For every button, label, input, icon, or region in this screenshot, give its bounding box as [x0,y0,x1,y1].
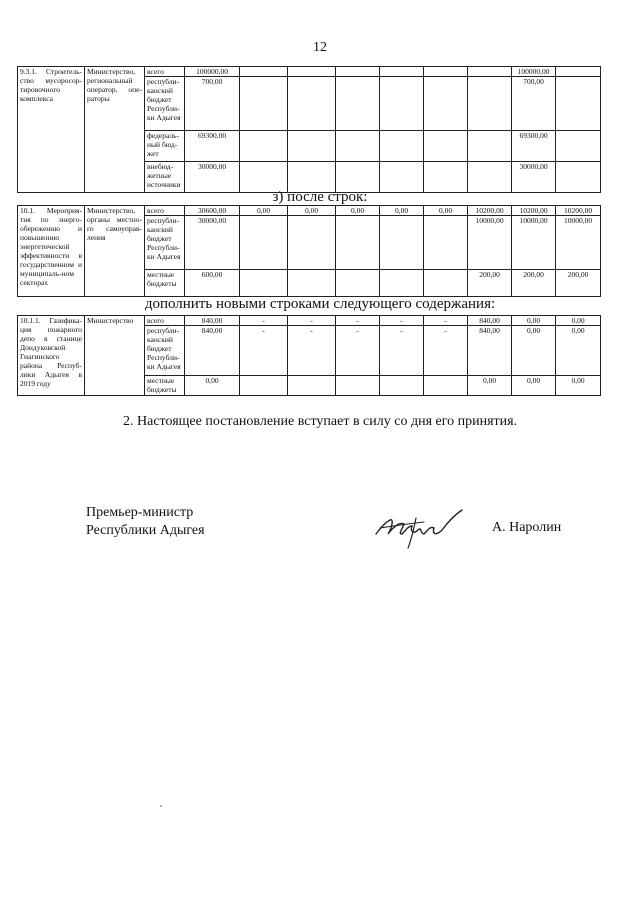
amount-cell: - [240,316,288,326]
amount-cell: 100000,00 [185,67,240,77]
amount-cell [288,67,336,77]
amount-cell: - [240,326,288,376]
table-row [18,67,601,77]
handwritten-signature [372,504,472,552]
amount-cell [380,162,424,193]
amount-cell: 0,00 [512,326,556,376]
amount-cell: - [288,326,336,376]
amount-cell [240,67,288,77]
amount-cell [288,216,336,270]
amount-cell [424,131,468,162]
amount-cell [336,67,380,77]
amount-cell: 30000,00 [185,216,240,270]
amount-cell: 700,00 [185,77,240,131]
amount-cell: 0,00 [556,316,601,326]
amount-cell [556,131,601,162]
amount-cell [556,67,601,77]
table-waste-sorting [17,66,601,193]
amount-cell: 200,00 [512,270,556,297]
amount-cell [288,162,336,193]
amount-cell: - [380,326,424,376]
funding-source: всего [145,67,185,77]
table-row [18,206,601,216]
funding-source: республи-канский бюджет Республи-ки Адыгея [145,216,185,270]
amount-cell: 100000,00 [512,67,556,77]
amount-cell: 0,00 [424,206,468,216]
amount-cell [380,67,424,77]
heading-supplement: дополнить новыми строками следующего содержания: [144,296,496,312]
amount-cell [380,131,424,162]
amount-cell: 840,00 [185,326,240,376]
amount-cell [336,376,380,396]
funding-source: всего [145,206,185,216]
amount-cell: 0,00 [288,206,336,216]
amount-cell [240,270,288,297]
amount-cell [240,162,288,193]
amount-cell [468,162,512,193]
funding-source: республи-канский бюджет Республи-ки Адыгея [145,77,185,131]
amount-cell [380,270,424,297]
funding-source: местные бюджеты [145,270,185,297]
amount-cell: 10000,00 [556,216,601,270]
amount-cell: - [336,326,380,376]
amount-cell: 840,00 [468,326,512,376]
amount-cell: - [288,316,336,326]
amount-cell: - [380,316,424,326]
signatory-title-line2: Республики Адыгея [86,523,205,538]
amount-cell [288,270,336,297]
amount-cell: 0,00 [468,376,512,396]
amount-cell: 200,00 [556,270,601,297]
amount-cell [424,162,468,193]
amount-cell [556,77,601,131]
amount-cell: 30000,00 [512,162,556,193]
page-number: 12 [313,40,327,55]
scan-speck [160,805,162,807]
amount-cell [424,270,468,297]
amount-cell: 0,00 [240,206,288,216]
signatory-title-line1: Премьер-министр [86,505,194,520]
funding-source: внебюд-жетные источники [145,162,185,193]
measure-description: 10.1. Мероприя-тия по энерго-обережению и повышению энергетической эффективности в государственном и муниципаль-ном секторах [18,206,85,297]
table-gasification [17,315,601,396]
amount-cell [240,131,288,162]
amount-cell: 700,00 [512,77,556,131]
amount-cell: 69300,00 [185,131,240,162]
amount-cell: 0,00 [512,316,556,326]
amount-cell [336,162,380,193]
amount-cell [424,77,468,131]
amount-cell [468,131,512,162]
amount-cell [380,77,424,131]
clause-effective-date: 2. Настоящее постановление вступает в силу со дня его принятия. [123,414,518,429]
amount-cell [424,376,468,396]
measure-description: 9.3.1. Строитель-ство мусоросор-тировочного комплекса [18,67,85,193]
amount-cell: 0,00 [185,376,240,396]
amount-cell [468,77,512,131]
amount-cell: 840,00 [468,316,512,326]
amount-cell: - [424,326,468,376]
amount-cell [288,131,336,162]
measure-description: 10.1.1. Газифика-ция пожарного депо в станице Дондуковской Гиагинского района Респуб-лики Адыгея в 2019 году [18,316,85,396]
amount-cell [336,216,380,270]
amount-cell [380,376,424,396]
amount-cell: - [424,316,468,326]
funding-source: республи-канский бюджет Республи-ки Адыгея [145,326,185,376]
table-row [18,316,601,326]
heading-after-rows: з) после строк: [272,189,368,205]
amount-cell: 840,00 [185,316,240,326]
amount-cell: 30000,00 [185,162,240,193]
measure-executor: Министерство, органы местно-го самоуправ-ления [85,206,145,297]
amount-cell: 10000,00 [512,216,556,270]
amount-cell: 200,00 [468,270,512,297]
amount-cell: - [336,316,380,326]
amount-cell [556,162,601,193]
amount-cell: 0,00 [556,376,601,396]
amount-cell [380,216,424,270]
signatory-name: А. Наролин [492,520,562,535]
amount-cell: 10200,00 [556,206,601,216]
amount-cell: 30600,00 [185,206,240,216]
amount-cell [424,67,468,77]
amount-cell: 0,00 [556,326,601,376]
measure-executor: Министерство, региональный оператор, опе-раторы [85,67,145,193]
amount-cell [336,270,380,297]
amount-cell: 0,00 [336,206,380,216]
amount-cell: 10200,00 [512,206,556,216]
measure-executor: Министерство [85,316,145,396]
amount-cell [336,131,380,162]
funding-source: местные бюджеты [145,376,185,396]
amount-cell [468,67,512,77]
amount-cell: 0,00 [380,206,424,216]
amount-cell [424,216,468,270]
amount-cell: 0,00 [512,376,556,396]
amount-cell: 600,00 [185,270,240,297]
amount-cell: 69300,00 [512,131,556,162]
funding-source: всего [145,316,185,326]
table-energy-efficiency [17,205,601,297]
amount-cell [336,77,380,131]
amount-cell [288,376,336,396]
funding-source: федераль-ный бюд-жет [145,131,185,162]
amount-cell [240,376,288,396]
amount-cell: 10200,00 [468,206,512,216]
amount-cell [288,77,336,131]
amount-cell [240,216,288,270]
amount-cell [240,77,288,131]
amount-cell: 10000,00 [468,216,512,270]
